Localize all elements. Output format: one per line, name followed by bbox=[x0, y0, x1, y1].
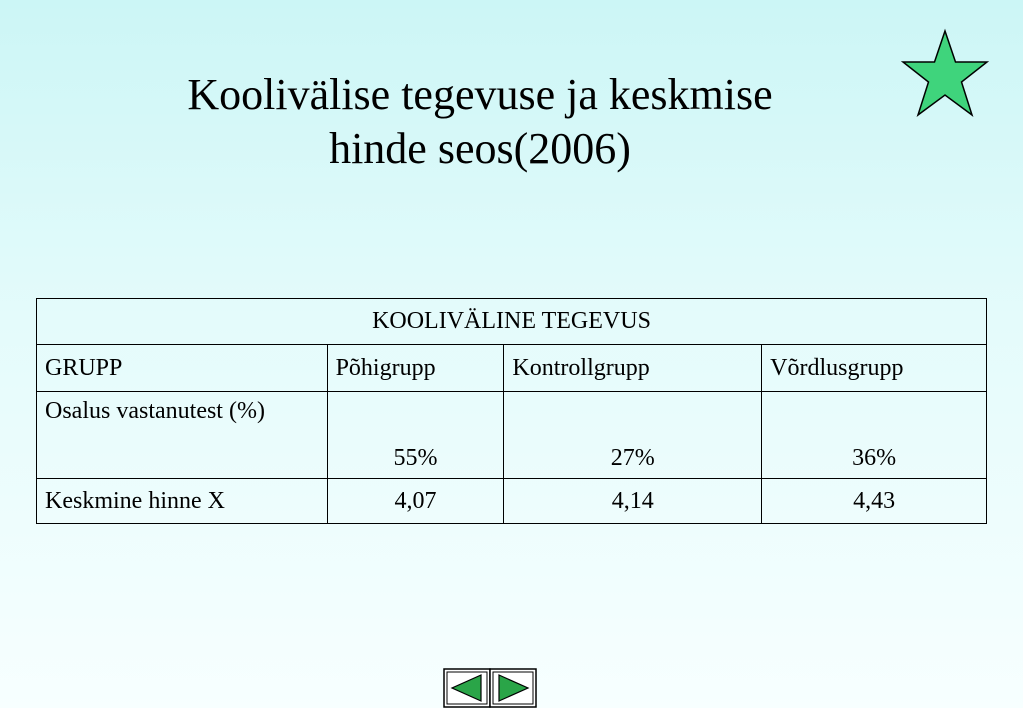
row-label-osalus: Osalus vastanutest (%) bbox=[37, 392, 328, 479]
title-line-1: Koolivälise tegevuse ja keskmise bbox=[187, 70, 773, 119]
prev-button[interactable] bbox=[444, 669, 490, 707]
cell-osalus-kontrollgrupp: 27% bbox=[504, 392, 762, 479]
row-label-hinne: Keskmine hinne X bbox=[37, 479, 328, 524]
next-button[interactable] bbox=[490, 669, 536, 707]
table-header: KOOLIVÄLINE TEGEVUS bbox=[37, 299, 987, 345]
table-row bbox=[37, 392, 987, 479]
activity-table bbox=[36, 298, 987, 524]
star-shape bbox=[903, 31, 987, 115]
page-title bbox=[80, 68, 880, 176]
star-icon bbox=[901, 28, 989, 120]
cell-hinne-vordlusgrupp: 4,43 bbox=[762, 479, 987, 524]
cell-osalus-vordlusgrupp: 36% bbox=[762, 392, 987, 479]
table-header-row bbox=[37, 299, 987, 345]
column-vordlusgrupp: Võrdlusgrupp bbox=[762, 345, 987, 392]
cell-hinne-pohigrupp: 4,07 bbox=[327, 479, 504, 524]
cell-osalus-pohigrupp: 55% bbox=[327, 392, 504, 479]
table-column-row bbox=[37, 345, 987, 392]
column-grupp: GRUPP bbox=[37, 345, 328, 392]
slide-navigation bbox=[443, 668, 537, 708]
title-line-2: hinde seos(2006) bbox=[329, 124, 631, 173]
table-row bbox=[37, 479, 987, 524]
column-kontrollgrupp: Kontrollgrupp bbox=[504, 345, 762, 392]
column-pohigrupp: Põhigrupp bbox=[327, 345, 504, 392]
cell-hinne-kontrollgrupp: 4,14 bbox=[504, 479, 762, 524]
